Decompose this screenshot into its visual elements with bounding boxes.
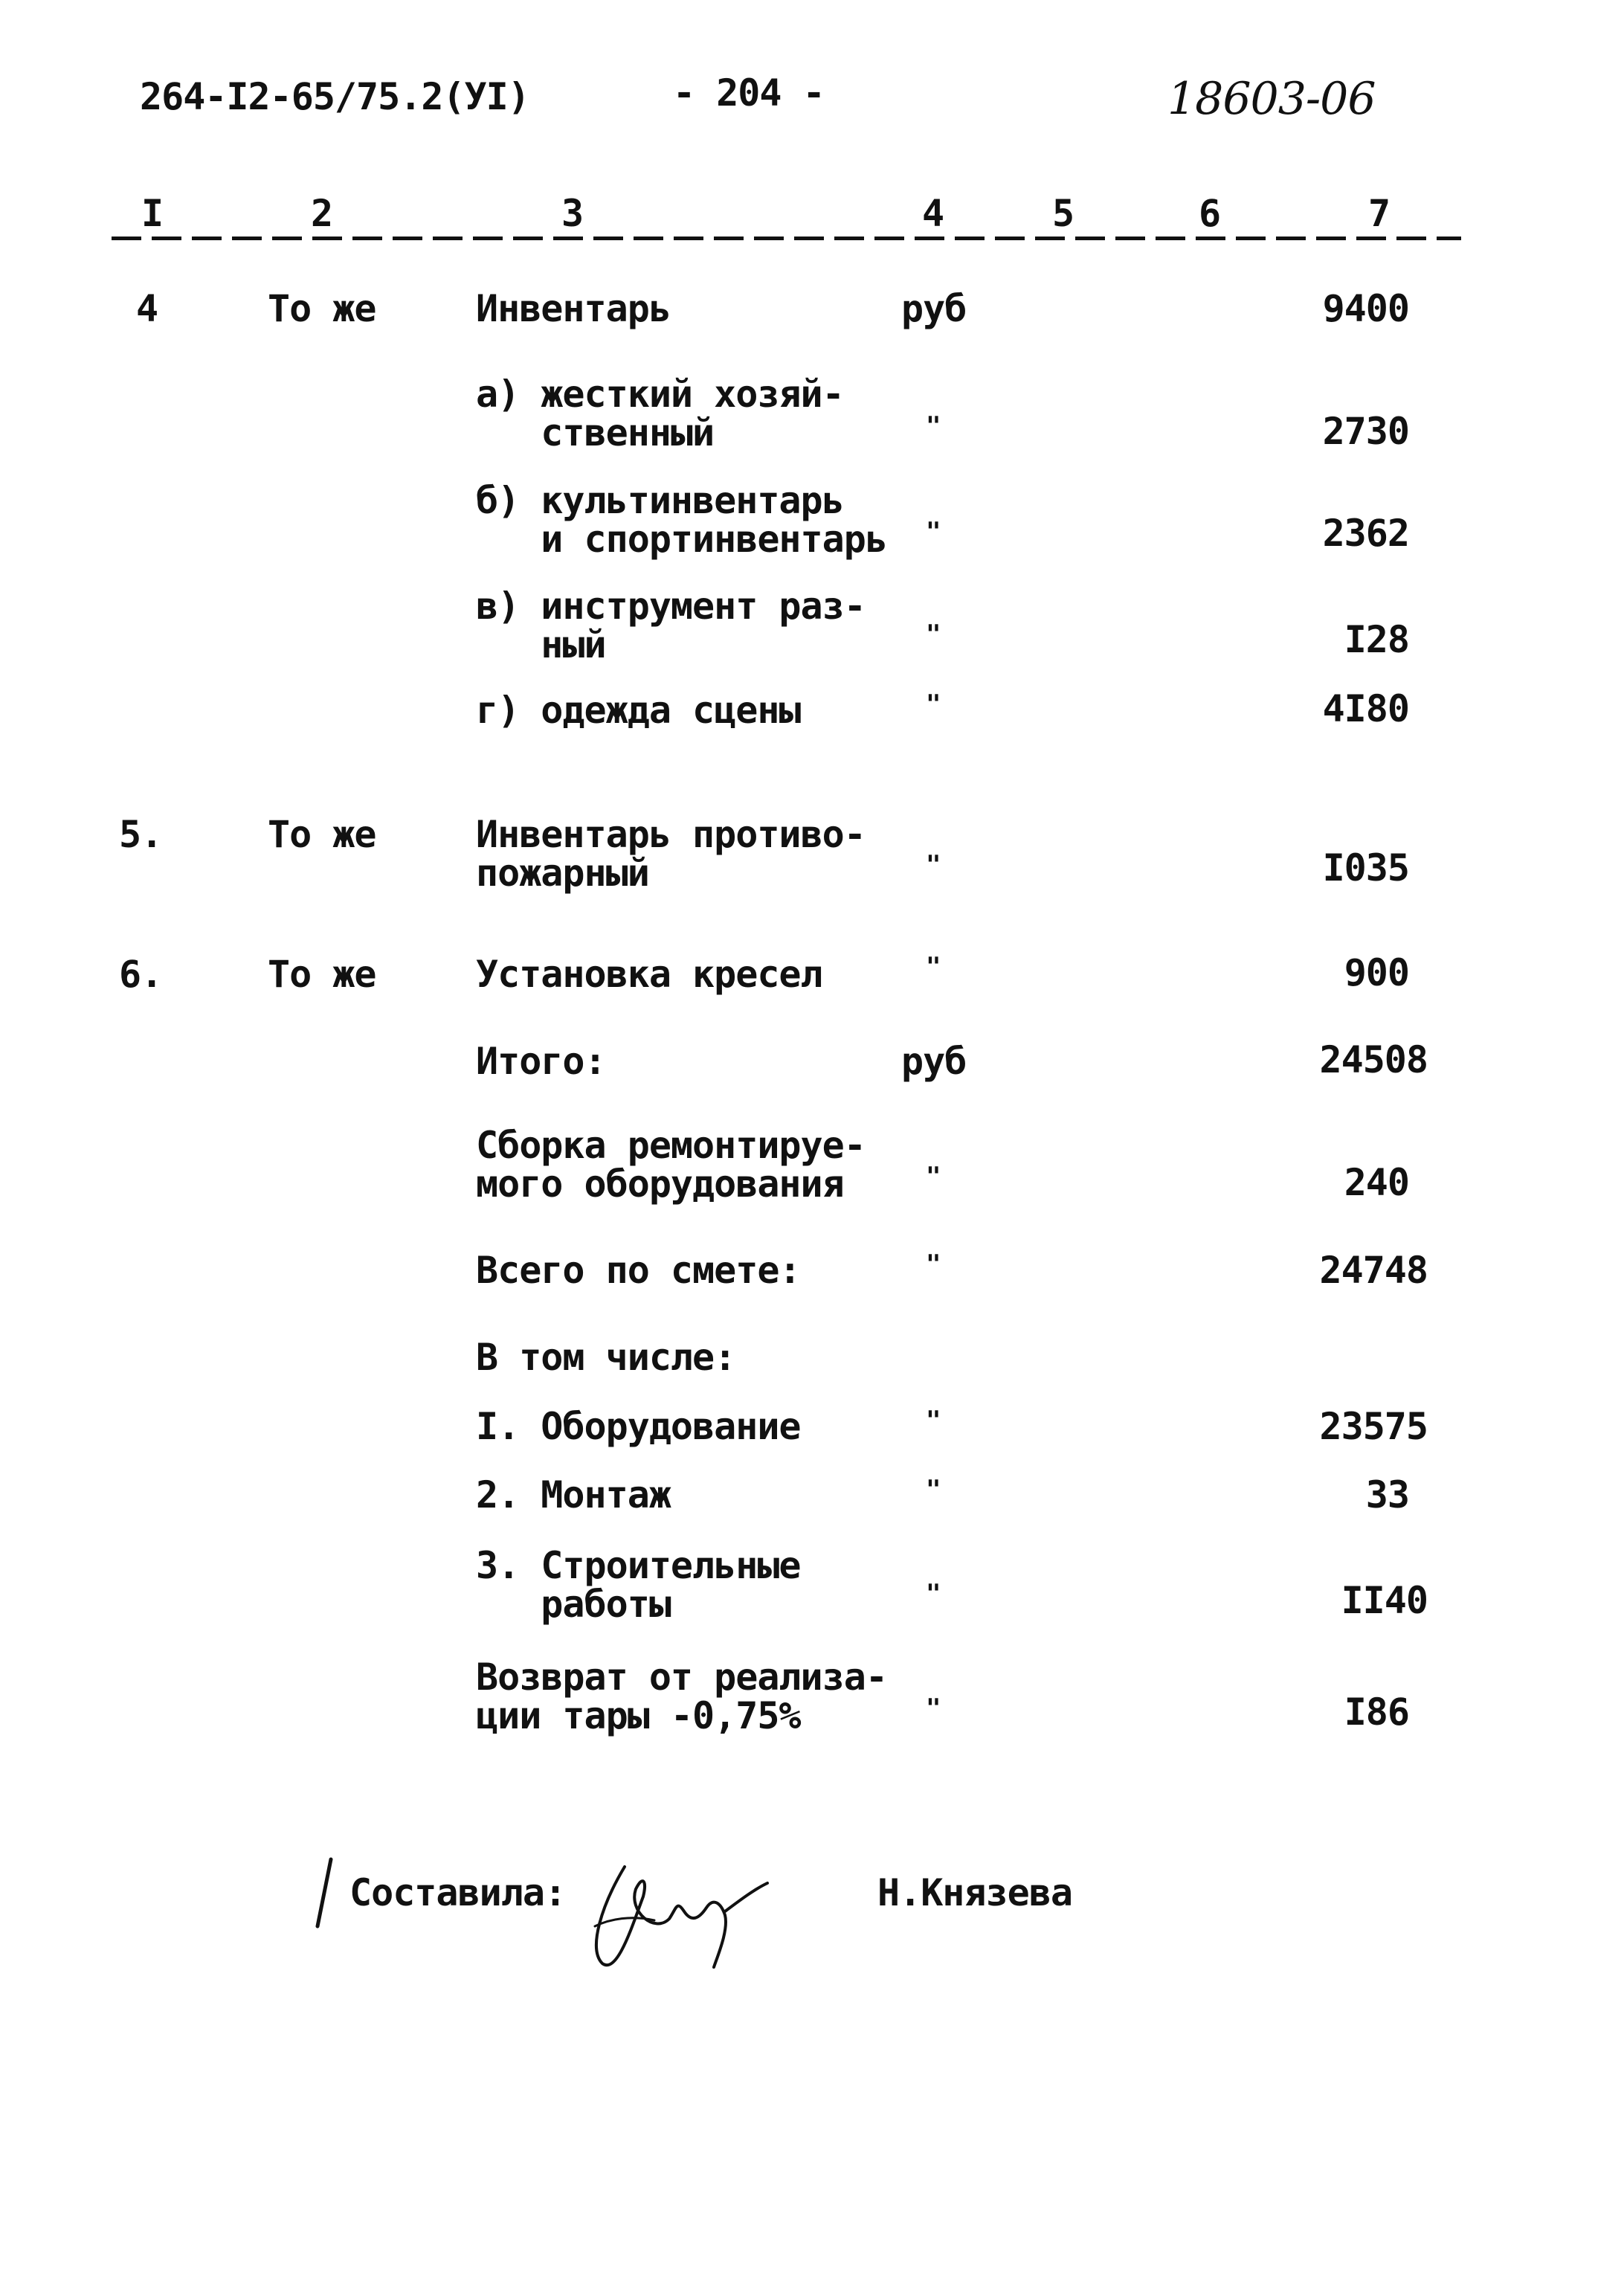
row-name-line: мого оборудования [476,1162,844,1206]
column-number-1: I [141,192,164,235]
column-number-4: 4 [922,192,945,235]
reference-number: 18603-06 [1167,73,1376,125]
row-total: II40 [1341,1579,1428,1622]
rule-dash-segment [674,237,703,240]
row-number: 6. [119,953,163,996]
rule-dash-segment [553,237,583,240]
rule-dash-segment [1276,237,1306,240]
row-unit-ditto: " [926,952,941,982]
rule-dash-segment [513,237,543,240]
row-name-line: и спортинвентарь [476,518,887,561]
rule-dash-segment [874,237,904,240]
rule-dash-segment [754,237,784,240]
row-unit-ditto: " [926,411,941,441]
column-number-5: 5 [1052,192,1075,235]
row-name-line: г) одежда сцены [476,689,801,732]
row-name-line: I. Оборудование [476,1405,801,1448]
rule-dash-segment [1115,237,1145,240]
rule-dash-segment [714,237,744,240]
rule-dash-segment [1316,237,1346,240]
row-unit-ditto: " [926,1475,941,1505]
rule-dash-segment [272,237,302,240]
row-total: 240 [1344,1161,1409,1204]
row-unit: руб [901,1040,967,1083]
row-total: I86 [1344,1691,1409,1734]
row-total: 24508 [1319,1038,1428,1081]
row-name-line: 2. Монтаж [476,1473,671,1516]
row-unit-ditto: " [926,1162,941,1191]
row-name-line: а) жесткий хозяй- [476,373,844,416]
row-name-line: пожарный [476,852,649,895]
rule-dash-segment [1236,237,1266,240]
rule-dash-segment [433,237,463,240]
row-reference: То же [268,287,376,330]
row-total: 23575 [1319,1405,1428,1448]
column-number-3: 3 [561,192,584,235]
row-name-line: Всего по смете: [476,1249,801,1292]
row-name-line: работы [476,1583,671,1626]
row-total: 24748 [1319,1249,1428,1292]
row-name-line: ции тары -0,75% [476,1694,801,1737]
rule-dash-segment [1035,237,1065,240]
rule-dash-segment [1356,237,1386,240]
rule-dash-segment [794,237,824,240]
compiler-name: Н.Князева [877,1871,1072,1914]
rule-dash-segment [1437,237,1461,240]
handwritten-signature [573,1837,773,1978]
document-code: 264-I2-65/75.2(УI) [140,75,529,118]
row-unit-ditto: " [926,1693,941,1723]
row-total: 900 [1344,951,1409,994]
rule-dash-segment [352,237,382,240]
row-unit-ditto: " [926,850,941,880]
row-total: 2730 [1322,410,1409,453]
column-number-7: 7 [1368,192,1391,235]
rule-dash-segment [1196,237,1225,240]
rule-dash-segment [593,237,623,240]
row-unit-ditto: " [926,517,941,547]
row-total: 2362 [1322,512,1409,555]
row-unit: руб [901,287,967,330]
rule-dash-segment [834,237,864,240]
rule-dash-segment [1156,237,1185,240]
rule-dash-segment [634,237,663,240]
rule-dash-segment [152,237,181,240]
row-name-line: Установка кресел [476,953,822,996]
row-name-line: Инвентарь противо- [476,813,866,856]
row-total: 4I80 [1322,687,1409,730]
column-number-2: 2 [311,192,334,235]
rule-dash-segment [393,237,422,240]
rule-dash-segment [1396,237,1426,240]
breakdown-heading: В том числе: [476,1336,736,1379]
rule-dash-segment [473,237,503,240]
page-number: - 204 - [673,71,825,115]
row-number: 5. [119,813,163,856]
rule-dash-segment [955,237,985,240]
row-unit-ditto: " [926,620,941,649]
rule-dash-segment [192,237,222,240]
row-total: 9400 [1322,287,1409,330]
compiled-by-label: Составила: [349,1871,567,1914]
column-number-6: 6 [1199,192,1222,235]
row-number: 4 [136,287,158,330]
row-total: I035 [1322,846,1409,890]
row-name-line: Сборка ремонтируе- [476,1124,866,1167]
row-name-line: Итого: [476,1040,606,1083]
row-reference: То же [268,813,376,856]
rule-dash-segment [995,237,1025,240]
row-unit-ditto: " [926,1406,941,1435]
row-unit-ditto: " [926,1249,941,1279]
row-name-line: ственный [476,411,715,454]
row-reference: То же [268,953,376,996]
row-total: I28 [1344,618,1409,661]
row-name-line: б) культинвентарь [476,479,844,522]
margin-slash-mark [309,1856,338,1930]
rule-dash-segment [915,237,944,240]
row-name-line: Инвентарь [476,287,671,330]
row-name-line: Возврат от реализа- [476,1656,887,1699]
rule-dash-segment [1075,237,1105,240]
row-total: 33 [1365,1473,1409,1516]
row-unit-ditto: " [926,689,941,719]
row-name-line: ный [476,623,606,666]
rule-dash-segment [232,237,262,240]
rule-dash-segment [312,237,342,240]
row-name-line: в) инструмент раз- [476,585,866,628]
rule-dash-segment [112,237,141,240]
row-name-line: 3. Строительные [476,1544,801,1587]
row-unit-ditto: " [926,1579,941,1609]
